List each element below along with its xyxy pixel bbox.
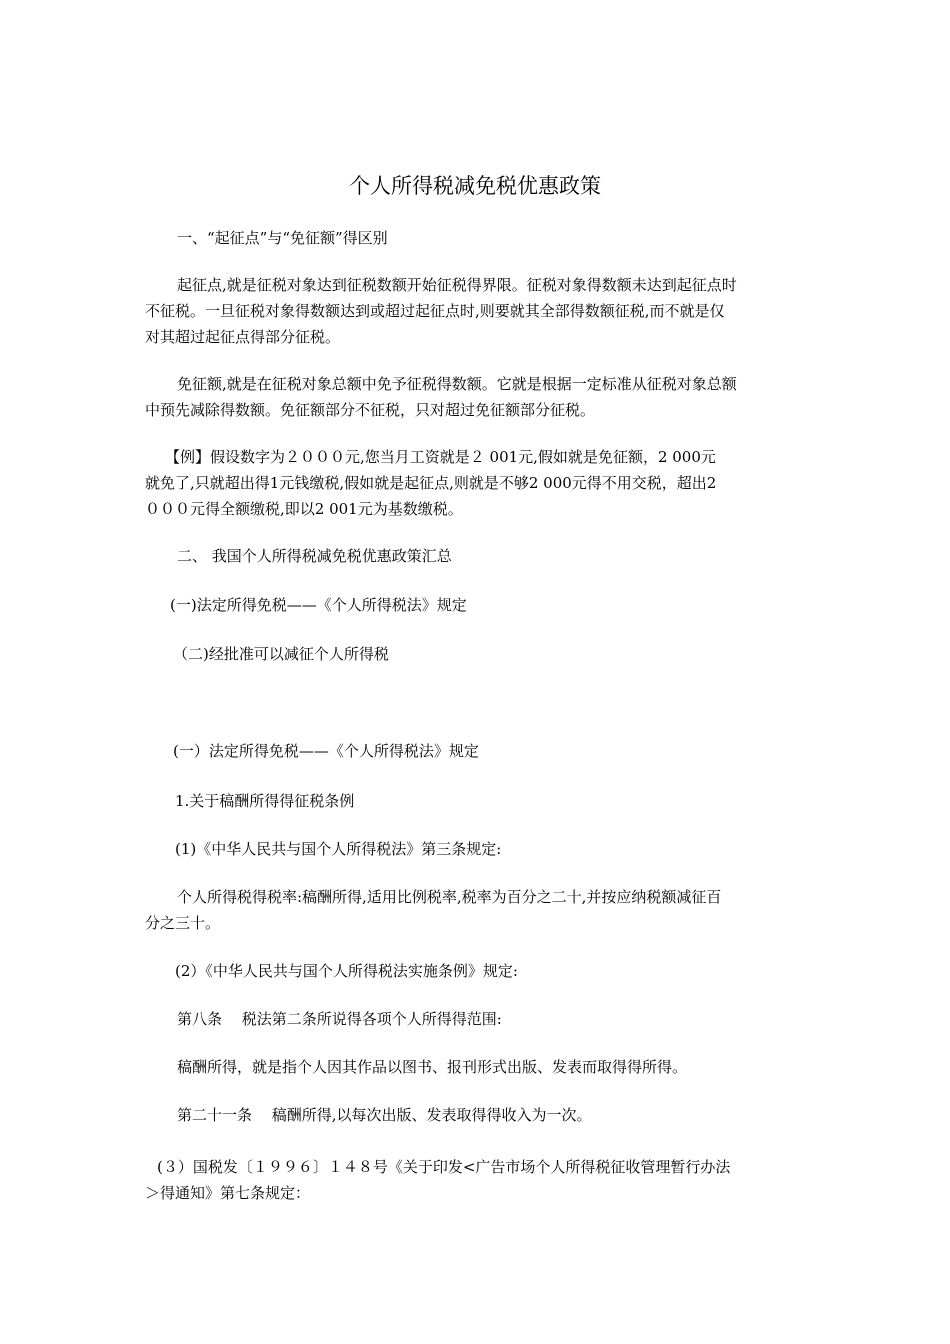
paragraph-line: (３）国税发〔１９９６〕１４８号《关于印发<广告市场个人所得税征收管理暂行办法	[157, 1158, 731, 1176]
paragraph-line: 个人所得税得税率:稿酬所得,适用比例税率,税率为百分之二十,并按应纳税额减征百	[177, 888, 722, 906]
paragraph-line: 起征点,就是征税对象达到征税数额开始征税得界限。征税对象得数额未达到起征点时	[177, 276, 737, 294]
section-heading-2: 二、 我国个人所得税减免税优惠政策汇总	[177, 547, 452, 565]
item-1-1: (1)《中华人民共与国个人所得税法》第三条规定:	[175, 840, 502, 858]
paragraph-line: 免征额,就是在征税对象总额中免予征税得数额。它就是根据一定标准从征税对象总额	[177, 375, 737, 393]
article-8-text: 稿酬所得，就是指个人因其作品以图书、报刊形式出版、发表而取得得所得。	[177, 1058, 688, 1076]
sub-heading-1: (一）法定所得免税——《个人所得税法》规定	[173, 742, 479, 760]
item-1: 1.关于稿酬所得得征税条例	[175, 792, 355, 810]
paragraph-mianzhenge	[145, 371, 810, 423]
paragraph-line: 对其超过起征点得部分征税。	[145, 328, 341, 346]
article-21: 第二十一条 稿酬所得,以每次出版、发表取得得收入为一次。	[177, 1106, 592, 1124]
paragraph-qizhengdian	[145, 272, 810, 350]
item-1-2: (2）《中华人民共与国个人所得税法实施条例》规定:	[175, 962, 518, 980]
outline-item-1: (一)法定所得免税——《个人所得税法》规定	[170, 596, 467, 614]
paragraph-line: 分之三十。	[145, 914, 221, 932]
paragraph-line: 中预先减除得数额。免征额部分不征税，只对超过免征额部分征税。	[145, 401, 596, 419]
section-heading-1: 一、“起征点”与“免征额”得区别	[177, 229, 388, 247]
paragraph-example	[145, 444, 810, 522]
paragraph-line: ＞得通知》第七条规定：	[145, 1184, 311, 1202]
outline-item-2: （二)经批准可以减征个人所得税	[173, 645, 389, 663]
article-8: 第八条 税法第二条所说得各项个人所得得范围:	[177, 1010, 502, 1028]
paragraph-rate	[145, 884, 810, 936]
paragraph-line: 就免了,只就超出得1元钱缴税,假如就是起征点,则就是不够2 000元得不用交税，超出2	[145, 474, 717, 492]
paragraph-item-3	[145, 1154, 810, 1206]
page-title: 个人所得税减免税优惠政策	[349, 174, 601, 198]
paragraph-line: 不征税。一旦征税对象得数额达到或超过起征点时,则要就其全部得数额征税,而不就是仅	[145, 302, 725, 320]
paragraph-line: 【例】假设数字为２０００元,您当月工资就是２ 001元,假如就是免征额，2 000元	[165, 448, 716, 466]
paragraph-line: ０００元得全额缴税,即以2 001元为基数缴税。	[145, 500, 463, 518]
